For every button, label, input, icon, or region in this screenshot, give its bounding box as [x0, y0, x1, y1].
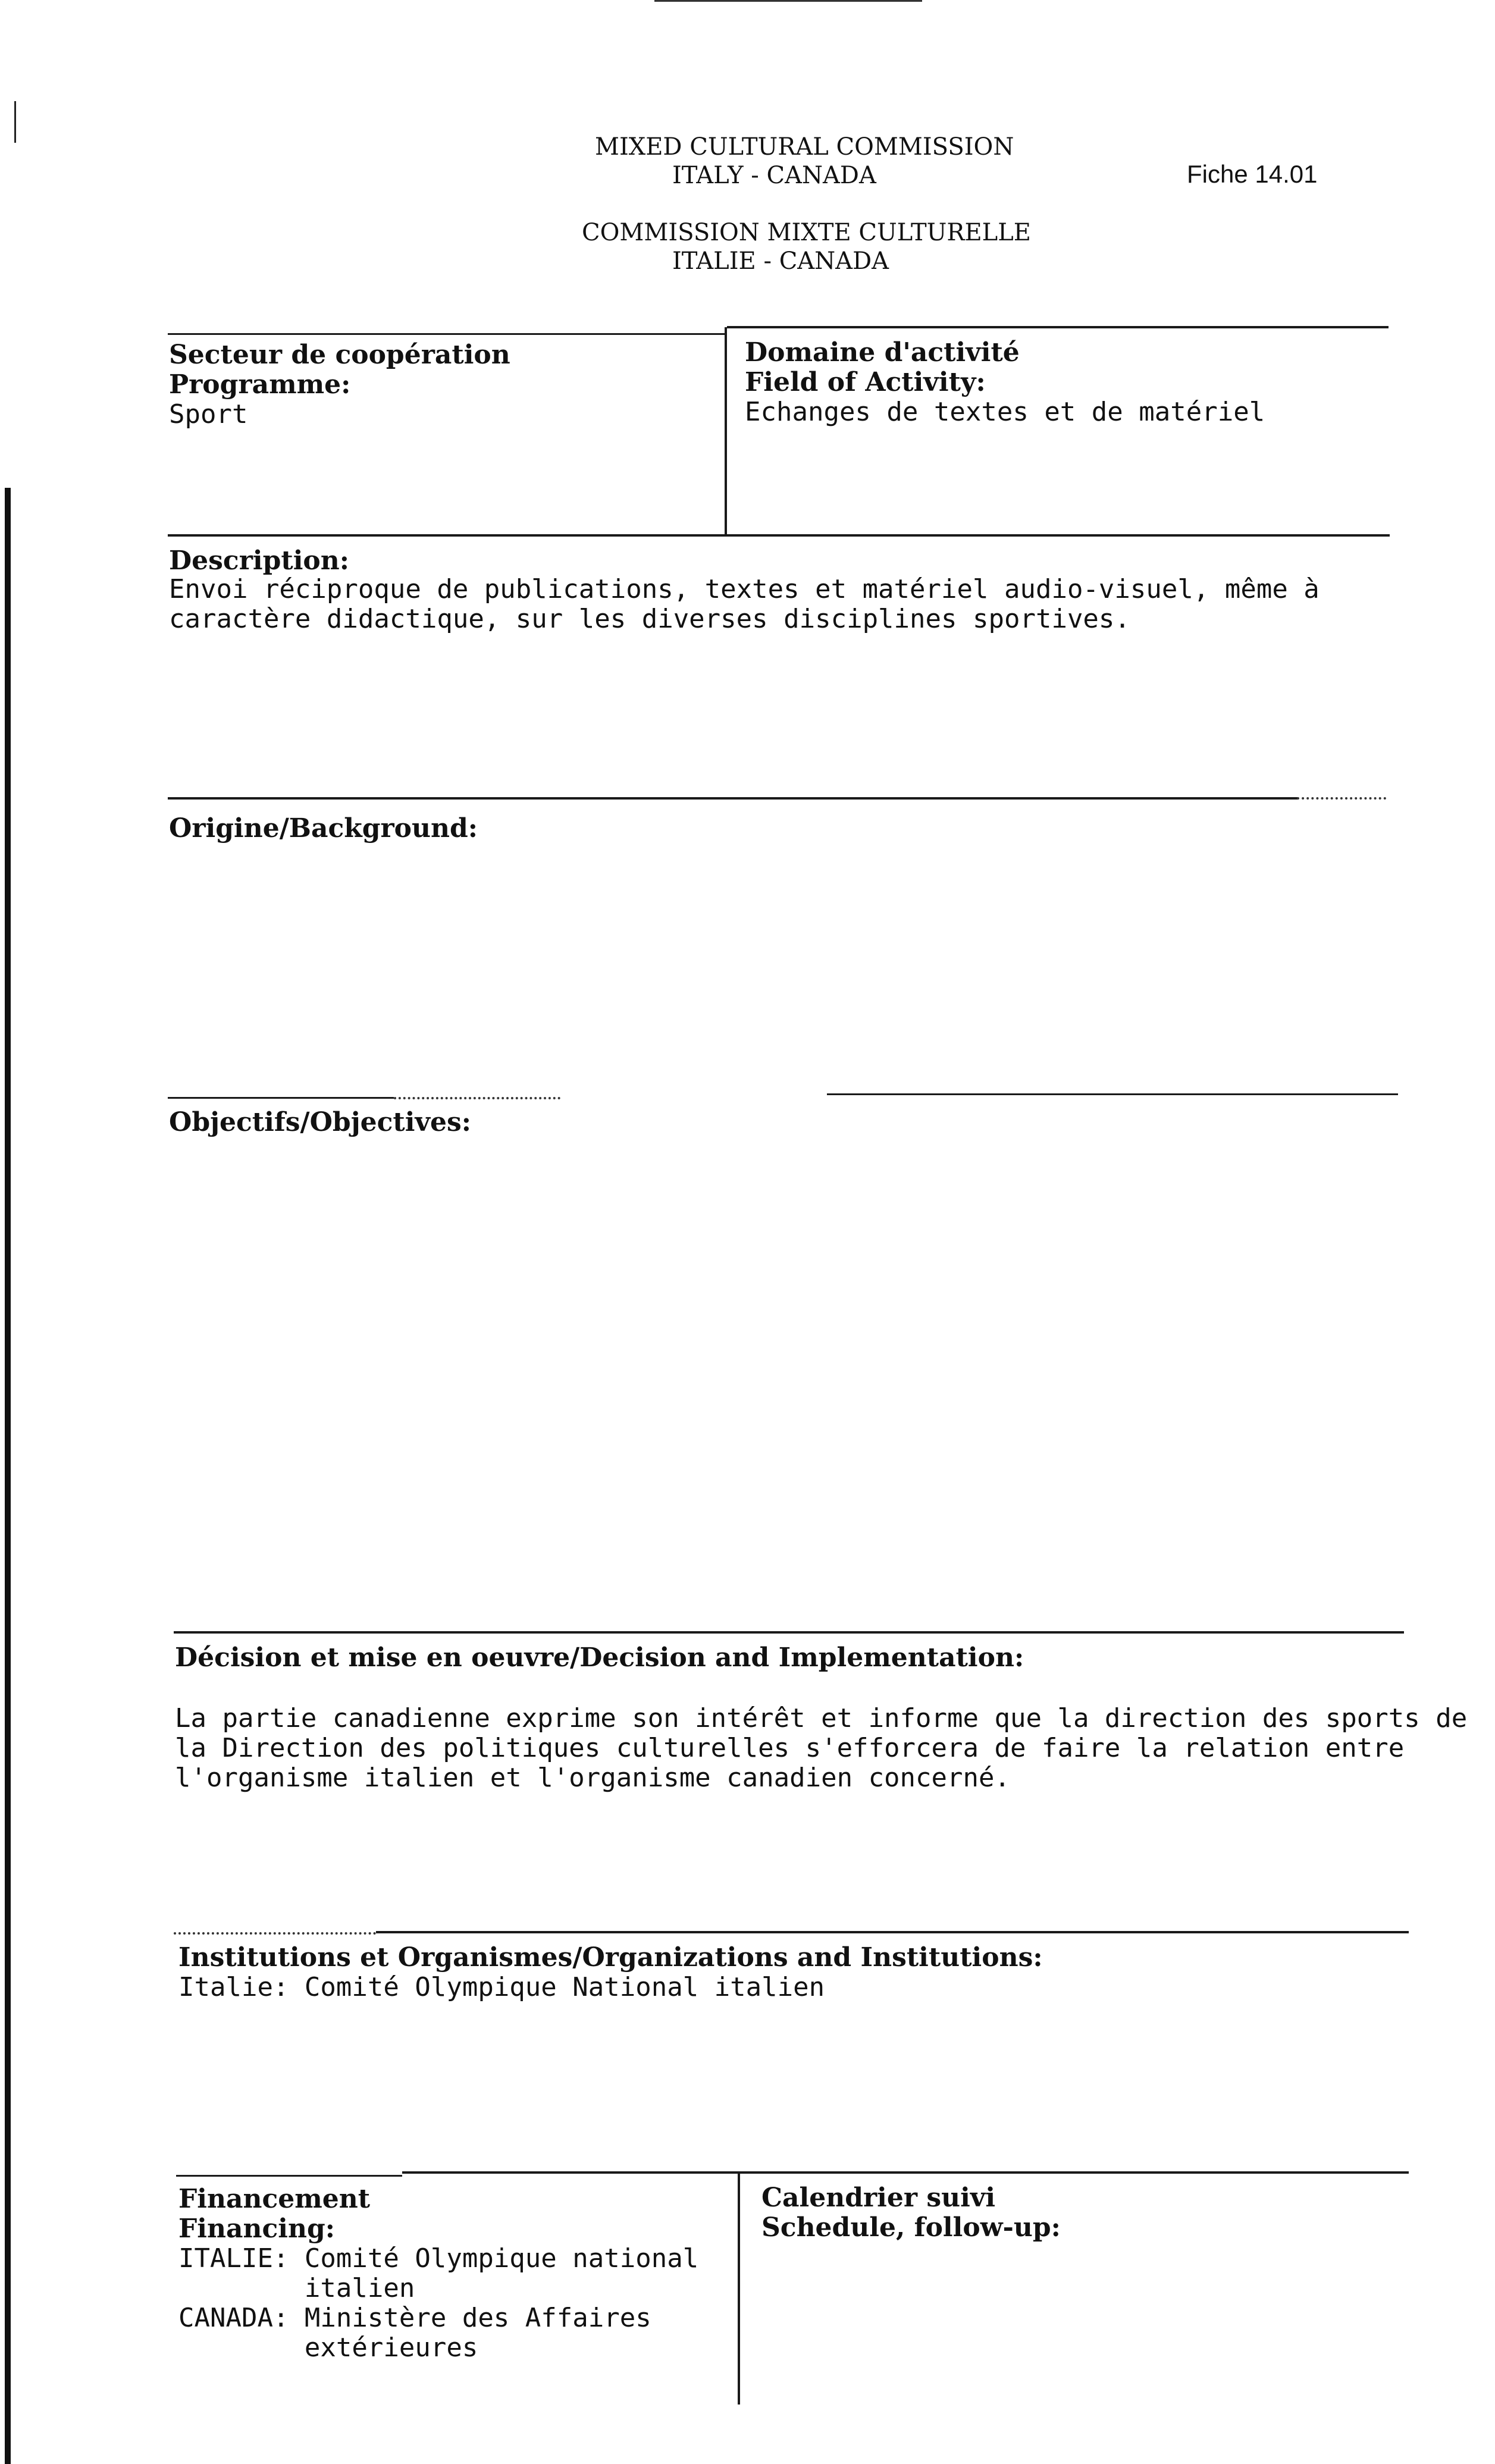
- scan-edge-mark: [14, 101, 16, 143]
- description-rule: [168, 534, 1390, 537]
- scan-top-mark: [654, 0, 922, 2]
- origin-rule: [168, 797, 1298, 800]
- bottom-box-rule: [402, 2171, 1409, 2174]
- domain-label-1: Domaine d'activité: [745, 337, 1020, 368]
- top-box-divider: [725, 327, 727, 535]
- header-line-1: MIXED CULTURAL COMMISSION: [595, 133, 1014, 161]
- decision-label: Décision et mise en oeuvre/Decision and Implementation:: [175, 1642, 1024, 1673]
- origin-label: Origine/Background:: [169, 813, 478, 844]
- financing-line-3: CANADA: Ministère des Affaires: [178, 2303, 651, 2333]
- institutions-value: Italie: Comité Olympique National italien: [178, 1972, 825, 2002]
- description-line-2: caractère didactique, sur les diverses disciplines sportives.: [169, 604, 1130, 634]
- top-box-rule: [727, 326, 1389, 328]
- domain-value: Echanges de textes et de matériel: [745, 397, 1265, 427]
- decision-line-3: l'organisme italien et l'organisme canadien concerné.: [175, 1763, 1010, 1793]
- bottom-box-divider: [738, 2173, 740, 2405]
- header-line-4: ITALIE - CANADA: [672, 247, 889, 275]
- institutions-rule-dotted: [174, 1932, 376, 1935]
- financing-line-4: extérieures: [178, 2333, 478, 2363]
- scan-edge-line: [5, 488, 11, 2464]
- bottom-box-rule-left: [176, 2175, 402, 2177]
- sector-value: Sport: [169, 399, 248, 430]
- domain-label-2: Field of Activity:: [745, 367, 986, 397]
- objectives-label: Objectifs/Objectives:: [169, 1107, 472, 1137]
- objectives-rule-right: [827, 1093, 1398, 1095]
- description-line-1: Envoi réciproque de publications, textes et matériel audio-visuel, même à: [169, 574, 1320, 604]
- top-box-rule-left: [168, 333, 727, 335]
- sector-label-1: Secteur de coopération: [169, 340, 510, 370]
- institutions-label: Institutions et Organismes/Organizations and Institutions:: [178, 1942, 1043, 1973]
- institutions-rule: [376, 1931, 1409, 1933]
- decision-line-2: la Direction des politiques culturelles s'efforcera de faire la relation entre: [175, 1733, 1405, 1763]
- schedule-label-1: Calendrier suivi: [761, 2183, 996, 2213]
- objectives-rule-left: [168, 1097, 394, 1099]
- origin-rule-dotted: [1297, 797, 1386, 800]
- objectives-rule-dotted: [394, 1097, 560, 1099]
- financing-line-2: italien: [178, 2273, 415, 2303]
- header-line-2: ITALY - CANADA: [672, 162, 876, 189]
- financing-label-2: Financing:: [178, 2214, 335, 2244]
- header-line-3: COMMISSION MIXTE CULTURELLE: [582, 219, 1031, 246]
- fiche-number: Fiche 14.01: [1187, 160, 1318, 188]
- decision-line-1: La partie canadienne exprime son intérêt et informe que la direction des sports de: [175, 1703, 1468, 1733]
- decision-rule: [174, 1631, 1404, 1634]
- financing-line-1: ITALIE: Comité Olympique national: [178, 2243, 699, 2274]
- description-label: Description:: [169, 546, 349, 576]
- financing-label-1: Financement: [178, 2184, 371, 2214]
- sector-label-2: Programme:: [169, 369, 351, 400]
- schedule-label-2: Schedule, follow-up:: [761, 2212, 1061, 2243]
